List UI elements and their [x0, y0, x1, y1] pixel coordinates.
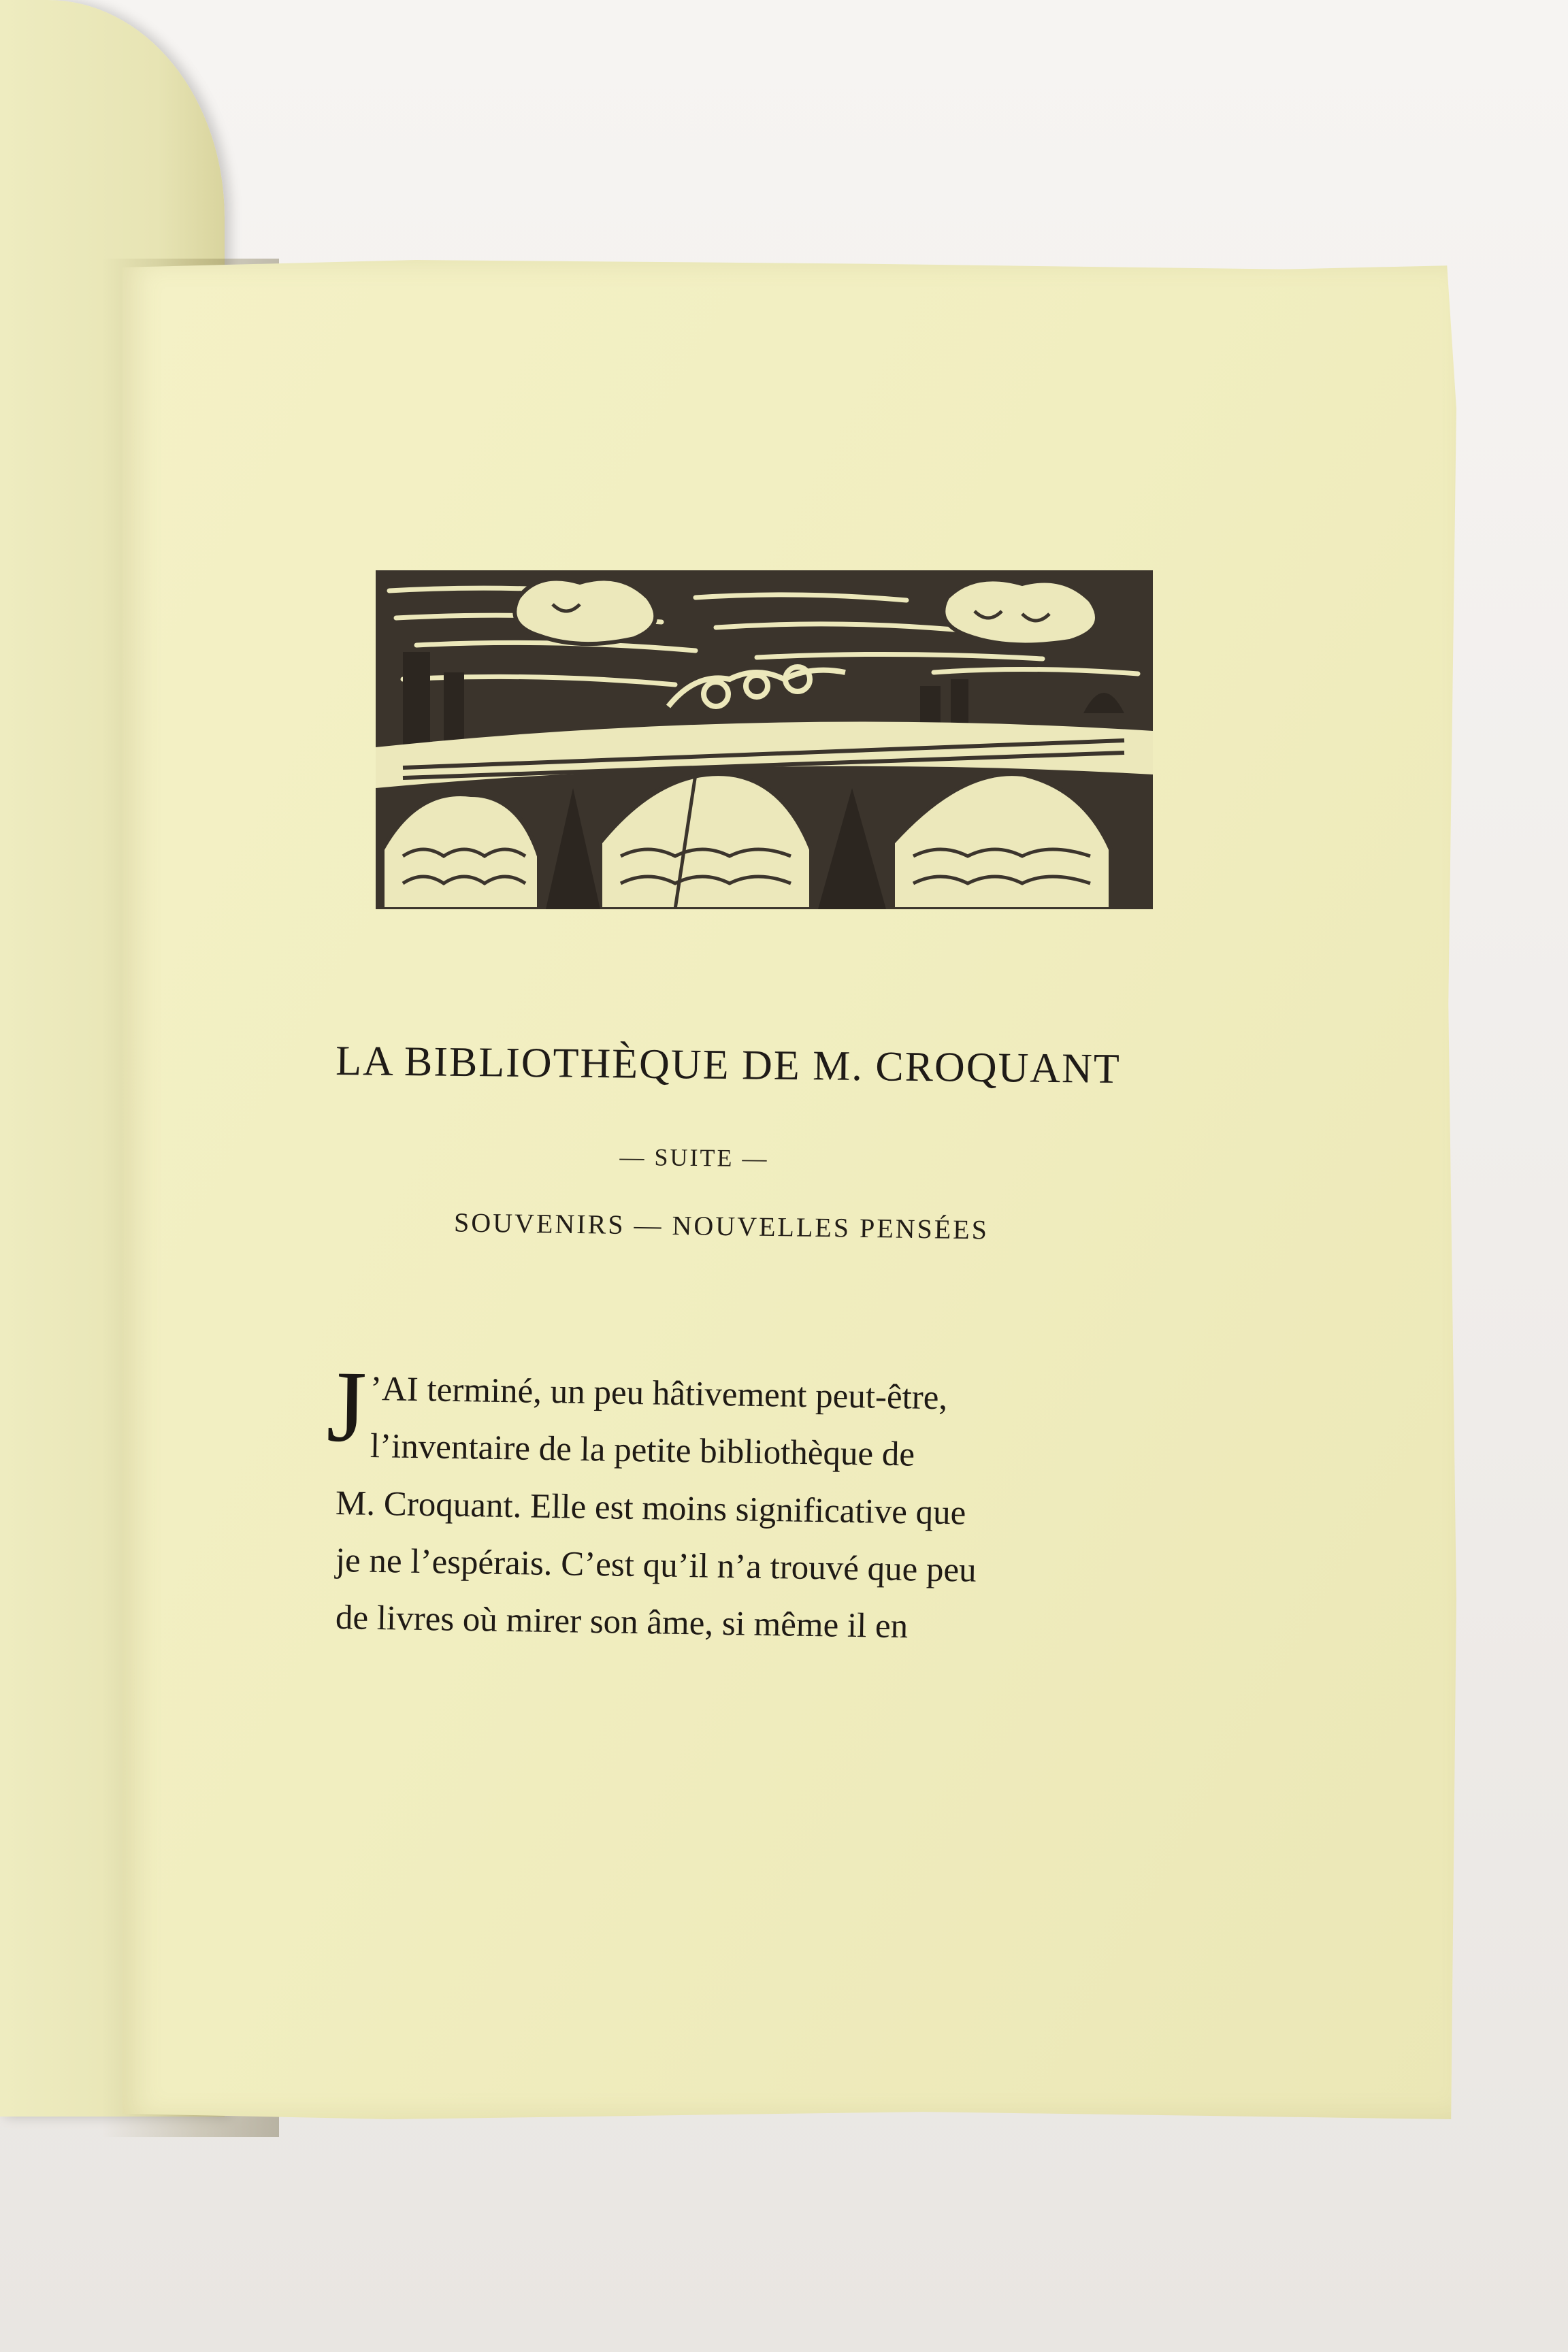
body-line-2: l’inventaire de la petite bibliothèque de [370, 1427, 915, 1474]
body-line-4: je ne l’espérais. C’est qu’il n’a trouvé que peu [335, 1541, 977, 1590]
body-line-5: de livres où mirer son âme, si même il en [335, 1599, 909, 1646]
woodcut-illustration [376, 570, 1153, 909]
page-title: LA BIBLIOTHÈQUE DE M. CROQUANT [335, 1037, 1122, 1093]
body-line-1: ’AI terminé, un peu hâtivement peut-être, [370, 1370, 948, 1418]
section-heading: SOUVENIRS — NOUVELLES PENSÉES [453, 1207, 990, 1245]
drop-cap: J [325, 1350, 368, 1464]
body-line-3: M. Croquant. Elle est moins significative que [335, 1484, 966, 1533]
right-page [122, 260, 1456, 2119]
page-subtitle: — SUITE — [619, 1143, 769, 1173]
